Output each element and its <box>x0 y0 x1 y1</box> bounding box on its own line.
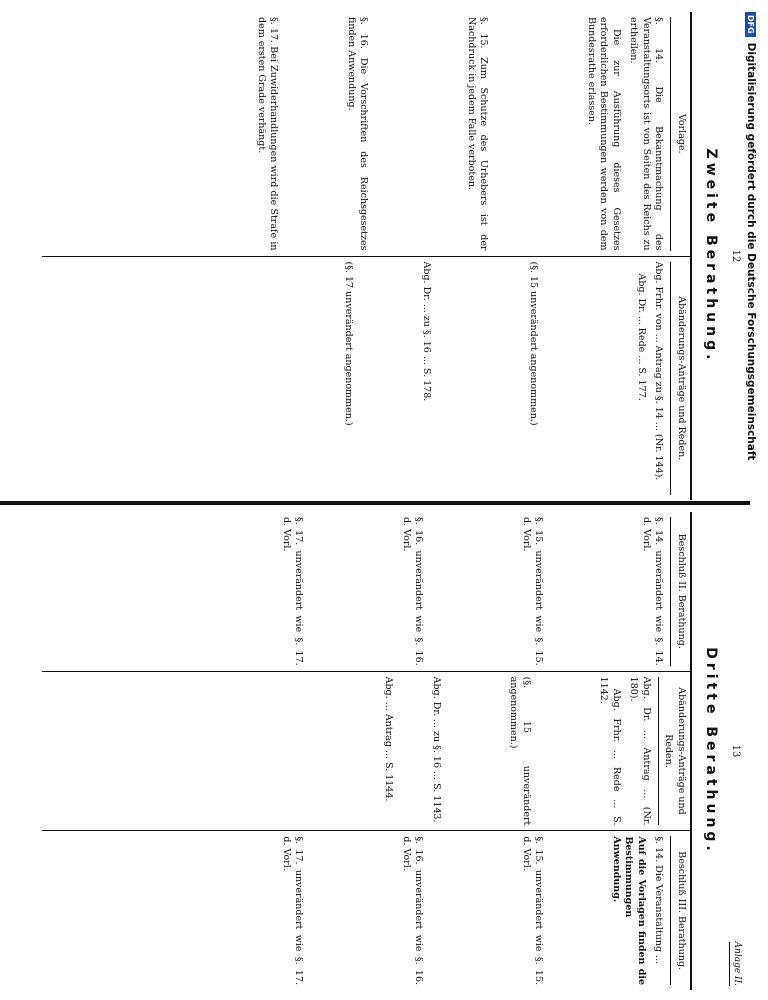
column-beschluss-ii <box>42 512 690 671</box>
text-paragraph: §. 15. unverändert wie §. 15. d. Vorl. <box>520 517 545 666</box>
column-header: Beschluß III. Berathung. <box>670 836 690 985</box>
text-paragraph: Auf die Vorlagen finden die Bestimmungen Anwendung. <box>610 836 647 986</box>
text-paragraph: (§. 17 unverändert angenommen.) <box>343 261 355 426</box>
dfg-logo: DFG <box>746 12 757 37</box>
text-paragraph: §. 15. unverändert wie §. 15. d. Vorl. <box>520 836 545 986</box>
text-paragraph: §. 17. unverändert wie §. 17. d. Vorl. <box>280 836 305 986</box>
column-vorlage <box>42 12 690 256</box>
column-antraege <box>42 256 690 501</box>
annex-label: Anlage II. <box>729 942 742 986</box>
text-paragraph: Abg. Dr. ... zu §. 16 ... S. 1143. <box>430 676 442 823</box>
text-paragraph: §. 14. unverändert wie §. 14. d. Vorl. <box>640 517 665 666</box>
credit-text: Digitalisierung gefördert durch die Deutsche Forschungsgemeinschaft <box>745 42 757 461</box>
text-paragraph: §. 16. unverändert wie §. 16. d. Vorl. <box>400 517 425 666</box>
text-paragraph: §. 16. Die Vorschriften des Reichsgesetzes finden Anwendung. <box>345 17 370 251</box>
page-number: 12 <box>730 249 741 263</box>
text-paragraph: §. 17. Bei Zuwiderhandlungen wird die Strafe in dem ersten Grade verhängt. <box>255 17 280 251</box>
text-paragraph: Abg. Frhr. ... Rede ... S. 1142. <box>598 676 622 826</box>
column-header: Vorlage. <box>670 17 690 251</box>
page-heading: Zweite Berathung. <box>703 148 719 364</box>
column-header: Abänderungs-Anträge und Reden. <box>658 677 690 826</box>
column-header: Beschluß II. Berathung. <box>670 517 690 666</box>
right-page <box>42 512 742 990</box>
text-paragraph: §. 16. unverändert wie §. 16. d. Vorl. <box>400 836 425 986</box>
text-paragraph: §. 14. Die Bekanntmachung des Veranstaltungsorts ist von Seiten des Reichs zu ertheilen. <box>628 17 665 251</box>
text-paragraph: (§. 15 unverändert angenommen.) <box>528 261 540 426</box>
text-paragraph: Abg. Dr. ... Antrag ... (Nr. 180). <box>628 676 652 826</box>
column-antraege <box>42 671 690 831</box>
text-paragraph: §. 17. unverändert wie §. 17. d. Vorl. <box>280 517 305 666</box>
text-paragraph: Abg. Dr. ... Rede ... S. 177. <box>635 273 647 401</box>
text-paragraph: §. 15. Zum Schutze des Urhebers ist der Nachdruck in jedem Falle verboten. <box>465 17 490 251</box>
text-paragraph: Abg. ... Antrag ... S. 1144. <box>383 676 395 802</box>
column-table <box>42 12 692 500</box>
digitization-credit <box>745 12 757 460</box>
column-table <box>42 512 692 990</box>
text-paragraph: (§. 15 unverändert angenommen.) <box>508 676 532 826</box>
column-beschluss-iii <box>42 830 690 990</box>
text-paragraph: Abg. Dr. ... zu §. 16 ... S. 178. <box>420 261 432 402</box>
text-paragraph: Abg. Frhr. von ... Antrag zu §. 14 ... (Nr. 144). <box>653 261 665 481</box>
page-number: 13 <box>730 744 741 758</box>
text-paragraph: Die zur Ausführung dieses Gesetzes erforderlichen Bestimmungen werden von dem Bundesrathe erlassen. <box>585 17 622 251</box>
text-paragraph: §. 14. Die Veranstaltung ... <box>653 836 665 965</box>
page-fold <box>0 501 750 505</box>
page-heading: Dritte Berathung. <box>703 647 719 855</box>
column-header: Abänderungs-Anträge und Reden. <box>670 262 690 496</box>
left-page <box>42 12 742 500</box>
